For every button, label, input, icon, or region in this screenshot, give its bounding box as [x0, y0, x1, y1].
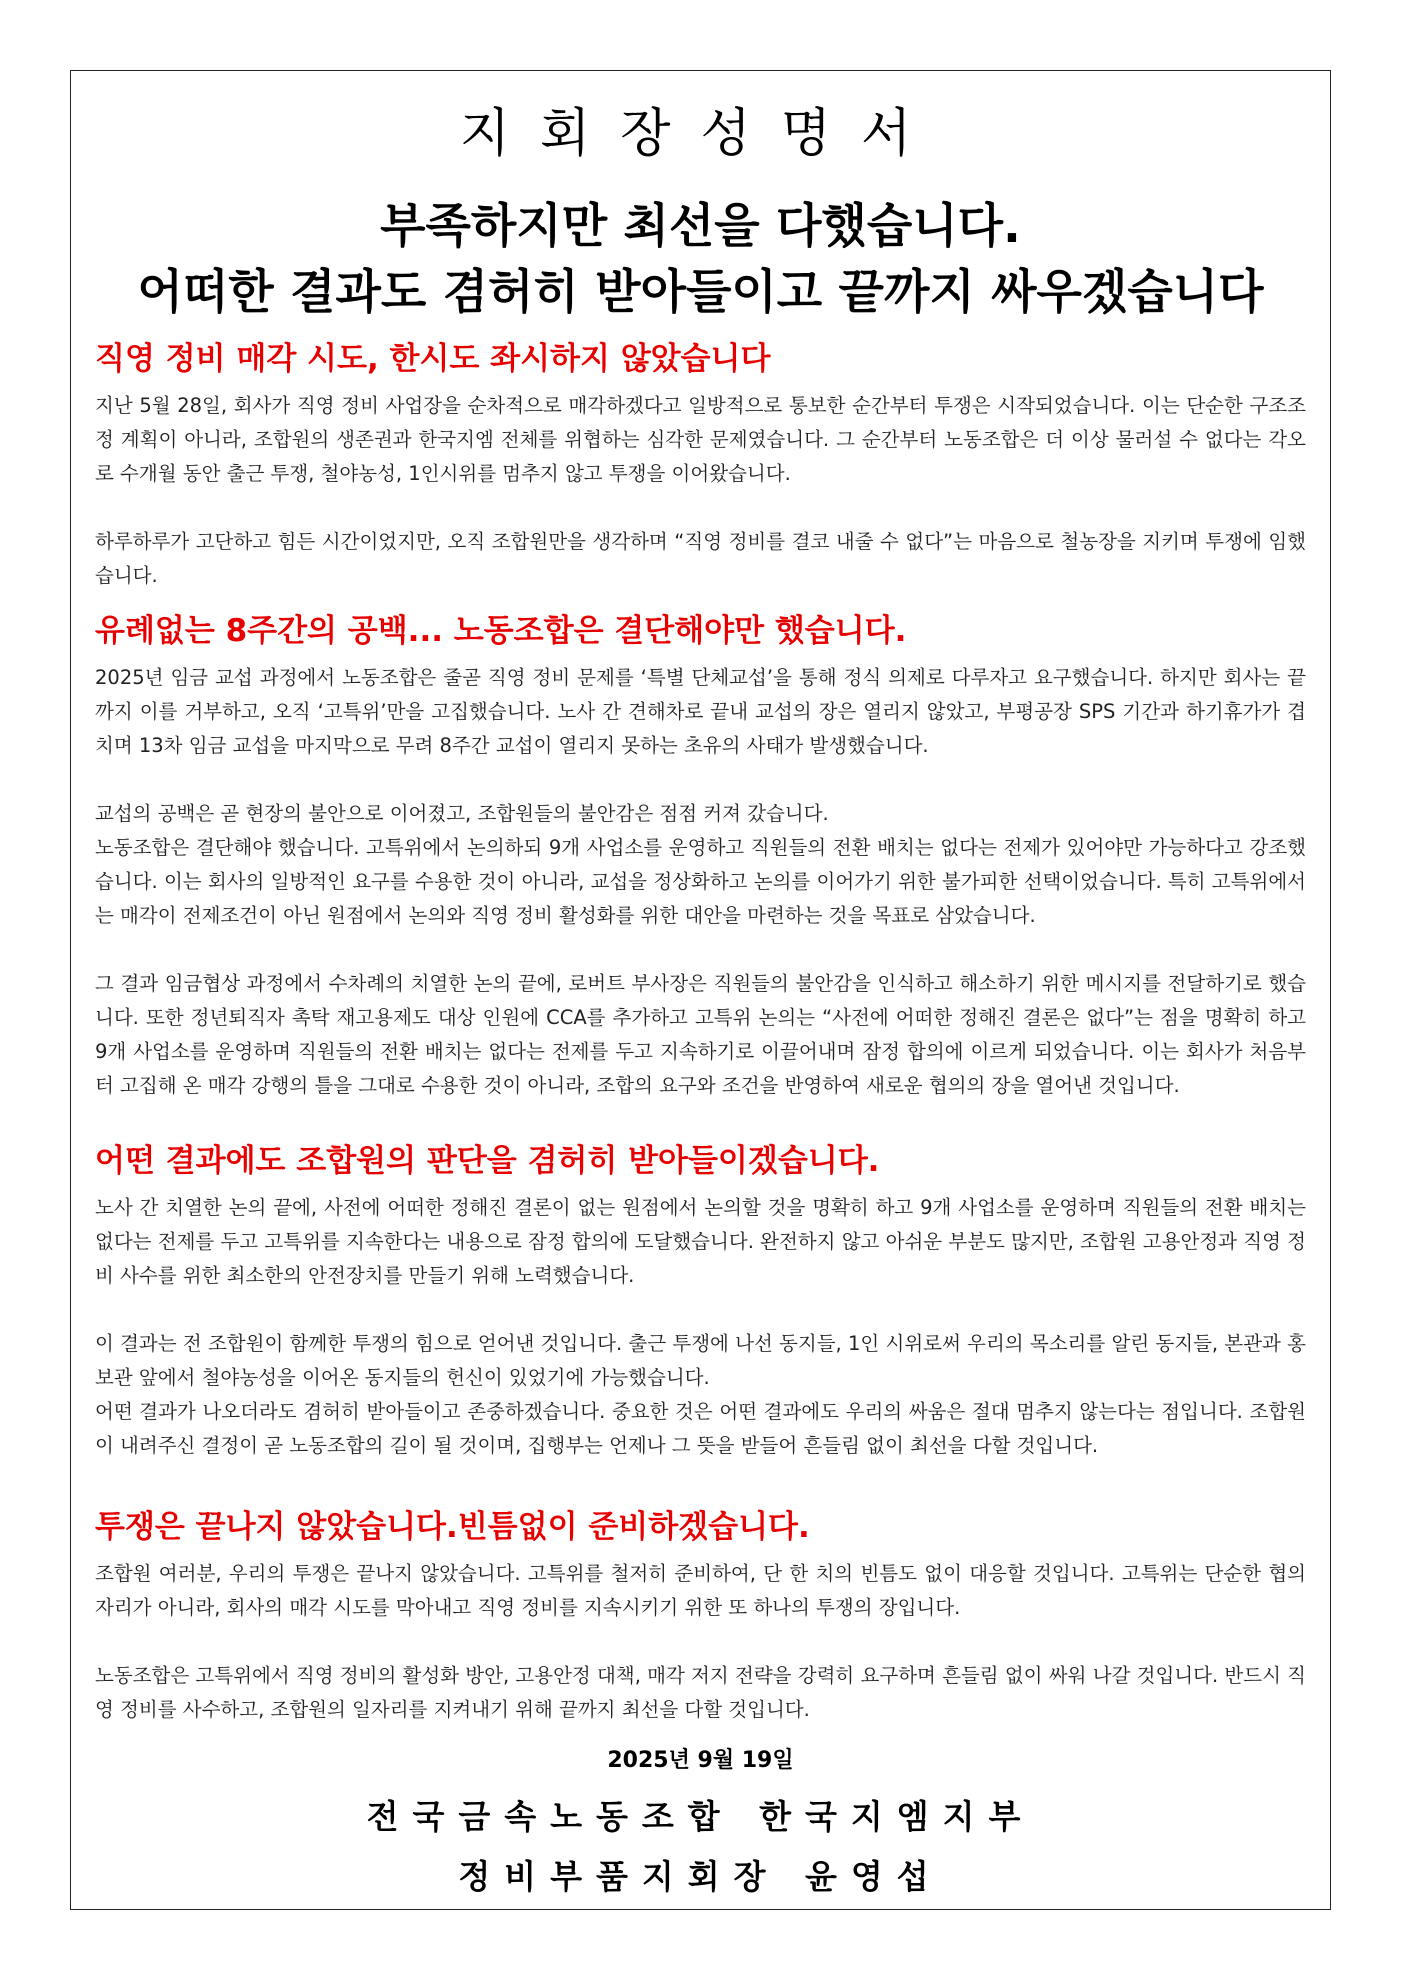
- section-4-paragraph-2: 노동조합은 고특위에서 직영 정비의 활성화 방안, 고용안정 대책, 매각 저지 전략을 강력히 요구하며 흔들림 없이 싸워 나갈 것입니다. 반드시 직영 정비를 사수하고, 조합원의 일자리를 지켜내기 위해 끝까지 최선을 다할 것입니다.: [95, 1664, 1306, 1721]
- section-2-paragraph-4: 그 결과 임금협상 과정에서 수차례의 치열한 논의 끝에, 로버트 부사장은 직원들의 불안감을 인식하고 해소하기 위한 메시지를 전달하기로 했습니다. 또한 정년퇴직자 촉탁 재고용제도 대상 인원에 CCA를 추가하고 고특위 논의는 “사전에 어떠한 정해진 결론은 없다”는 점을 명확히 하고 9개 사업소를 운영하며 직원들의 전환 배치는 없다는 전제를 두고 지속하기로 이끌어내며 잠정 합의에 이르게 되었습니다. 이는 회사가 처음부터 고집해 온 매각 강행의 틀을 그대로 수용한 것이 아니라, 조합의 요구와 조건을 반영하여 새로운 협의의 장을 열어낸 것입니다.: [95, 972, 1306, 1097]
- section-2-heading: 유례없는 8주간의 공백... 노동조합은 결단해야만 했습니다.: [95, 613, 907, 649]
- headline-2: 어떠한 결과도 겸허히 받아들이고 끝까지 싸우겠습니다: [137, 265, 1264, 320]
- section-2-paragraph-1: 2025년 임금 교섭 과정에서 노동조합은 줄곧 직영 정비 문제를 ‘특별 단체교섭’을 통해 정식 의제로 다루자고 요구했습니다. 하지만 회사는 끝까지 이를 거부하고, 오직 ‘고특위’만을 고집했습니다. 노사 간 견해차로 끝내 교섭의 장은 열리지 않았고, 부평공장 SPS 기간과 하기휴가가 겹치며 13차 임금 교섭을 마지막으로 무려 8주간 교섭이 열리지 못하는 초유의 사태가 발생했습니다.: [95, 666, 1306, 757]
- section-4-paragraph-1: 조합원 여러분, 우리의 투쟁은 끝나지 않았습니다. 고특위를 철저히 준비하여, 단 한 치의 빈틈도 없이 대응할 것입니다. 고특위는 단순한 협의 자리가 아니라, 회사의 매각 시도를 막아내고 직영 정비를 지속시키기 위한 또 하나의 투쟁의 장입니다.: [95, 1562, 1306, 1619]
- statement-date: 2025년 9월 19일: [607, 1748, 794, 1773]
- section-3-paragraph-3: 어떤 결과가 나오더라도 겸허히 받아들이고 존중하겠습니다. 중요한 것은 어떤 결과에도 우리의 싸움은 절대 멈추지 않는다는 점입니다. 조합원이 내려주신 결정이 곧 노동조합의 길이 될 것이며, 집행부는 언제나 그 뜻을 받들어 흔들림 없이 최선을 다할 것입니다.: [95, 1400, 1306, 1457]
- section-1-paragraph-2: 하루하루가 고단하고 힘든 시간이었지만, 오직 조합원만을 생각하며 “직영 정비를 결코 내줄 수 없다”는 마음으로 철농장을 지키며 투쟁에 임했습니다.: [95, 530, 1306, 587]
- section-2-paragraph-3: 노동조합은 결단해야 했습니다. 고특위에서 논의하되 9개 사업소를 운영하고 직원들의 전환 배치는 없다는 전제가 있어야만 가능하다고 강조했습니다. 이는 회사의 일방적인 요구를 수용한 것이 아니라, 교섭을 정상화하고 논의를 이어가기 위한 불가피한 선택이었습니다. 특히 고특위에서는 매각이 전제조건이 아닌 원점에서 논의와 직영 정비 활성화를 위한 대안을 마련하는 것을 목표로 삼았습니다.: [95, 836, 1306, 927]
- signature-organization: 전국금속노동조합 한국지엠지부: [366, 1797, 1035, 1836]
- document-frame: [70, 70, 1331, 1910]
- headline-1: 부족하지만 최선을 다했습니다.: [380, 199, 1021, 254]
- section-4-heading: 투쟁은 끝나지 않았습니다.빈틈없이 준비하겠습니다.: [95, 1509, 810, 1545]
- section-3-heading: 어떤 결과에도 조합원의 판단을 겸허히 받아들이겠습니다.: [95, 1143, 880, 1179]
- section-1-paragraph-1: 지난 5월 28일, 회사가 직영 정비 사업장을 순차적으로 매각하겠다고 일방적으로 통보한 순간부터 투쟁은 시작되었습니다. 이는 단순한 구조조정 계획이 아니라, 조합원의 생존권과 한국지엠 전체를 위협하는 심각한 문제였습니다. 그 순간부터 노동조합은 더 이상 물러설 수 없다는 각오로 수개월 동안 출근 투쟁, 철야농성, 1인시위를 멈추지 않고 투쟁을 이어왔습니다.: [95, 394, 1306, 485]
- document-title: 지회장성명서: [459, 104, 942, 164]
- section-3-paragraph-2: 이 결과는 전 조합원이 함께한 투쟁의 힘으로 얻어낸 것입니다. 출근 투쟁에 나선 동지들, 1인 시위로써 우리의 목소리를 알린 동지들, 본관과 홍보관 앞에서 철야농성을 이어온 동지들의 헌신이 있었기에 가능했습니다.: [95, 1332, 1306, 1389]
- section-2-paragraph-2: 교섭의 공백은 곧 현장의 불안으로 이어졌고, 조합원들의 불안감은 점점 커져 갔습니다.: [95, 802, 829, 825]
- section-3-paragraph-1: 노사 간 치열한 논의 끝에, 사전에 어떠한 정해진 결론이 없는 원점에서 논의할 것을 명확히 하고 9개 사업소를 운영하며 직원들의 전환 배치는 없다는 전제를 두고 고특위를 지속한다는 내용으로 잠정 합의에 도달했습니다. 완전하지 않고 아쉬운 부분도 많지만, 조합원 고용안정과 직영 정비 사수를 위한 최소한의 안전장치를 만들기 위해 노력했습니다.: [95, 1196, 1306, 1287]
- signature-name: 정비부품지회장 윤영섭: [458, 1857, 943, 1896]
- section-1-heading: 직영 정비 매각 시도, 한시도 좌시하지 않았습니다: [95, 341, 771, 377]
